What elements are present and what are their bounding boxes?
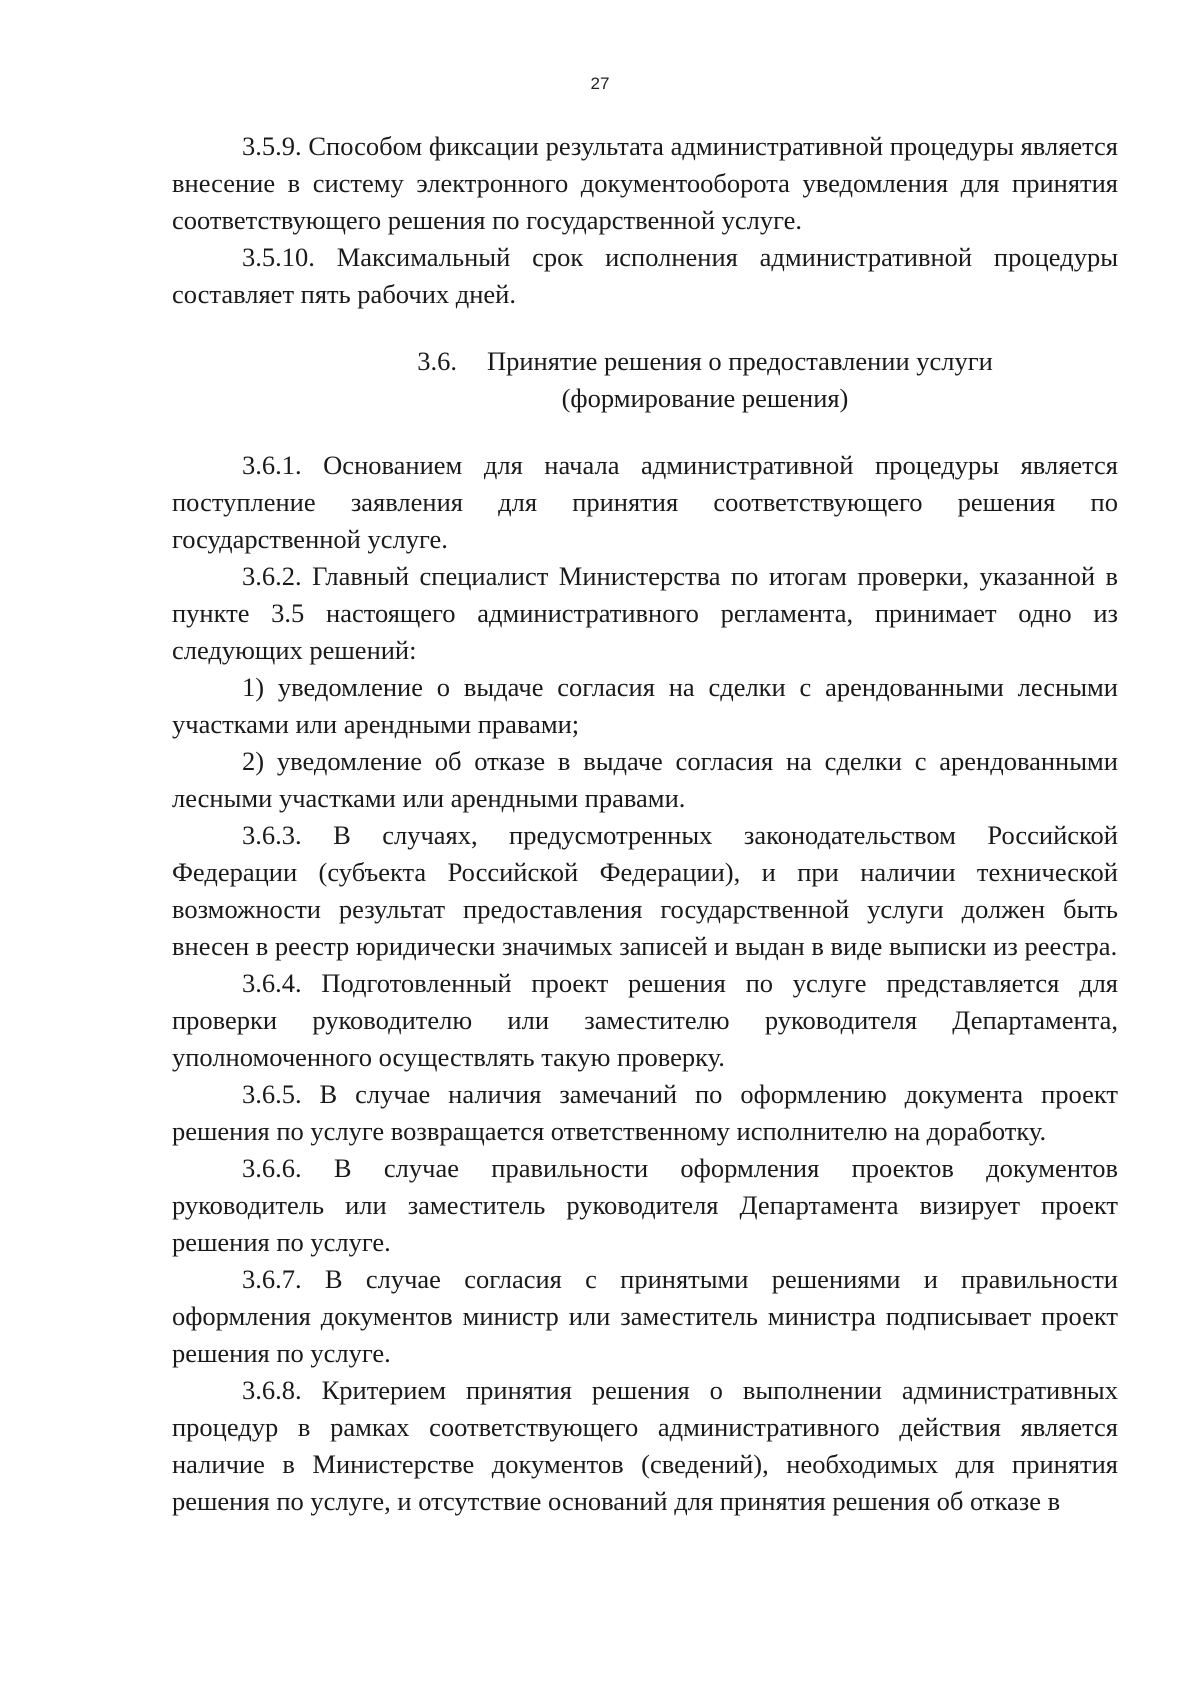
paragraph-3-5-10: 3.5.10. Максимальный срок исполнения административной процедуры составляет пять рабочих дней. (172, 242, 1118, 309)
paragraph-3-6-1: 3.6.1. Основанием для начала административной процедуры является поступление заявления для принятия соответствующего решения по государственной услуге. (172, 450, 1118, 554)
paragraph-3-5-9: 3.5.9. Способом фиксации результата административной процедуры является внесение в систему электронного документооборота уведомления для принятия соответствующего решения по государственной услуге. (172, 131, 1118, 235)
paragraph-3-6-5: 3.6.5. В случае наличия замечаний по оформлению документа проект решения по услуге возвращается ответственному исполнителю на доработку. (172, 1079, 1118, 1146)
section-title: Принятие решения о предоставлении услуги (486, 346, 993, 376)
paragraph-3-6-2: 3.6.2. Главный специалист Министерства по итогам проверки, указанной в пункте 3.5 настоящего административного регламента, принимает одно из следующих решений: (172, 561, 1118, 665)
paragraph-3-6-3: 3.6.3. В случаях, предусмотренных законодательством Российской Федерации (субъекта Российской Федерации), и при наличии технической возможности результат предоставления государственной услуги должен быть внесен в реестр юридически значимых записей и выдан в виде выписки из реестра. (172, 820, 1118, 961)
section-heading-3-6 (172, 313, 1118, 447)
section-number: 3.6. (417, 346, 457, 376)
paragraph-3-6-8: 3.6.8. Критерием принятия решения о выполнении административных процедур в рамках соответствующего административного действия является наличие в Министерстве документов (сведений), необходимых для принятия решения по услуге, и отсутствие оснований для принятия решения об отказе в (172, 1375, 1118, 1516)
page-number: 27 (590, 74, 610, 93)
section-subtitle: (формирование решения) (561, 383, 849, 413)
list-item-1: 1) уведомление о выдаче согласия на сделки с арендованными лесными участками или арендными правами; (172, 672, 1118, 739)
list-item-2: 2) уведомление об отказе в выдаче согласия на сделки с арендованными лесными участками или арендными правами. (172, 746, 1118, 813)
section-heading-line (292, 343, 1118, 380)
paragraph-3-6-7: 3.6.7. В случае согласия с принятыми решениями и правильности оформления документов министр или заместитель министра подписывает проект решения по услуге. (172, 1264, 1118, 1368)
paragraph-3-6-6: 3.6.6. В случае правильности оформления проектов документов руководитель или заместитель руководителя Департамента визирует проект решения по услуге. (172, 1153, 1118, 1257)
paragraph-3-6-4: 3.6.4. Подготовленный проект решения по услуге представляется для проверки руководителю или заместителю руководителя Департамента, уполномоченного осуществлять такую проверку. (172, 968, 1118, 1072)
document-body (172, 128, 1118, 1520)
